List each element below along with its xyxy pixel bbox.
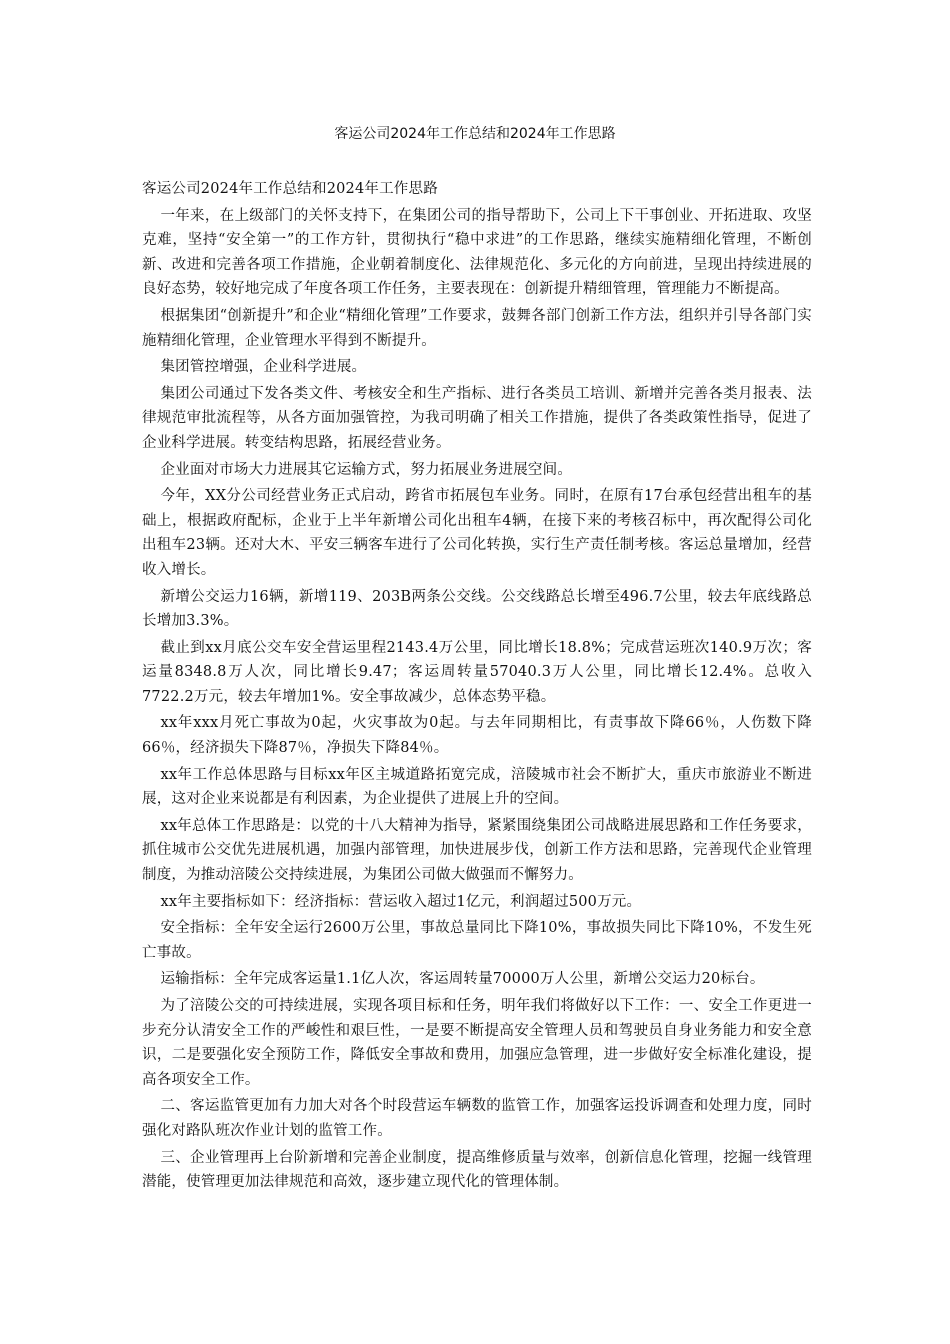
paragraph: xx年主要指标如下：经济指标：营运收入超过1亿元，利润超过500万元。 <box>160 893 642 910</box>
paragraph: 二、客运监管更加有力加大对各个时段营运车辆数的监管工作，加强客运投诉调查和处理力度，同时强化对路队班次作业计划的监管工作。 <box>142 1098 812 1139</box>
paragraph: 运输指标：全年完成客运量1.1亿人次，客运周转量70000万人公里，新增公交运力20标台。 <box>160 971 765 988</box>
paragraph: 集团公司通过下发各类文件、考核安全和生产指标、进行各类员工培训、新增并完善各类月报表、法律规范审批流程等，从各方面加强管控，为我司明确了相关工作措施，提供了各类政策性指导，促进了企业科学进展。转变结构思路，拓展经营业务。 <box>142 385 812 451</box>
document-title: 客运公司2024年工作总结和2024年工作思路 <box>334 126 616 142</box>
paragraph: 安全指标：全年安全运行2600万公里，事故总量同比下降10%，事故损失同比下降10%，不发生死亡事故。 <box>142 920 812 961</box>
paragraph: 根据集团“创新提升”和企业“精细化管理”工作要求，鼓舞各部门创新工作方法，组织并引导各部门实施精细化管理，企业管理水平得到不断提升。 <box>142 307 812 349</box>
paragraph: 集团管控增强，企业科学进展。 <box>160 359 367 376</box>
paragraph: 一年来，在上级部门的关怀支持下，在集团公司的指导帮助下，公司上下干事创业、开拓进取、攻坚克难，坚持“安全第一”的工作方针，贯彻执行“稳中求进”的工作思路，继续实施精细化管理，不断创新、改进和完善各项工作措施，企业朝着制度化、法律规范化、多元化的方向前进，呈现出持续进展的良好态势，较好地完成了年度各项工作任务，主要表现在：创新提升精细管理，管理能力不断提高。 <box>142 207 812 298</box>
paragraph: 新增公交运力16辆，新增119、203B两条公交线。公交线路总长增至496.7公里，较去年底线路总长增加3.3%。 <box>142 588 812 630</box>
paragraph: 截止到xx月底公交车安全营运里程2143.4万公里，同比增长18.8%；完成营运班次140.9万次；客运量8348.8万人次，同比增长9.47；客运周转量57040.3万人公里，同比增长12.4%。总收入7722.2万元，较去年增加1%。安全事故减少，总体态势平稳。 <box>142 639 812 705</box>
paragraph: xx年总体工作思路是：以党的十八大精神为指导，紧紧围绕集团公司战略进展思路和工作任务要求，抓住城市公交优先进展机遇，加强内部管理，加快进展步伐，创新工作方法和思路，完善现代企业管理制度，为推动涪陵公交持续进展，为集团公司做大做强而不懈努力。 <box>142 817 812 884</box>
paragraph: xx年xxx月死亡事故为0起，火灾事故为0起。与去年同期相比，有责事故下降66％，人伤数下降66％，经济损失下降87％，净损失下降84％。 <box>142 715 812 757</box>
paragraph: 为了涪陵公交的可持续进展，实现各项目标和任务，明年我们将做好以下工作：一、安全工作更进一步充分认清安全工作的严峻性和艰巨性，一是要不断提高安全管理人员和驾驶员自身业务能力和安全意识，二是要强化安全预防工作，降低安全事故和费用，加强应急管理，进一步做好安全标准化建设，提高各项安全工作。 <box>142 998 812 1088</box>
paragraph: 企业面对市场大力进展其它运输方式，努力拓展业务进展空间。 <box>160 461 573 478</box>
paragraph: 三、企业管理再上台阶新增和完善企业制度，提高维修质量与效率，创新信息化管理，挖掘一线管理潜能，使管理更加法律规范和高效，逐步建立现代化的管理体制。 <box>142 1149 812 1191</box>
document-body <box>142 177 812 1197</box>
paragraph: 今年，XX分公司经营业务正式启动，跨省市拓展包车业务。同时，在原有17台承包经营出租车的基础上，根据政府配标，企业于上半年新增公司化出租车4辆，在接下来的考核召标中，再次配得公司化出租车23辆。还对大木、平安三辆客车进行了公司化转换，实行生产责任制考核。客运总量增加，经营收入增长。 <box>142 488 812 578</box>
paragraph: xx年工作总体思路与目标xx年区主城道路拓宽完成，涪陵城市社会不断扩大，重庆市旅游业不断进展，这对企业来说都是有利因素，为企业提供了进展上升的空间。 <box>142 766 812 808</box>
body-heading: 客运公司2024年工作总结和2024年工作思路 <box>142 181 438 197</box>
